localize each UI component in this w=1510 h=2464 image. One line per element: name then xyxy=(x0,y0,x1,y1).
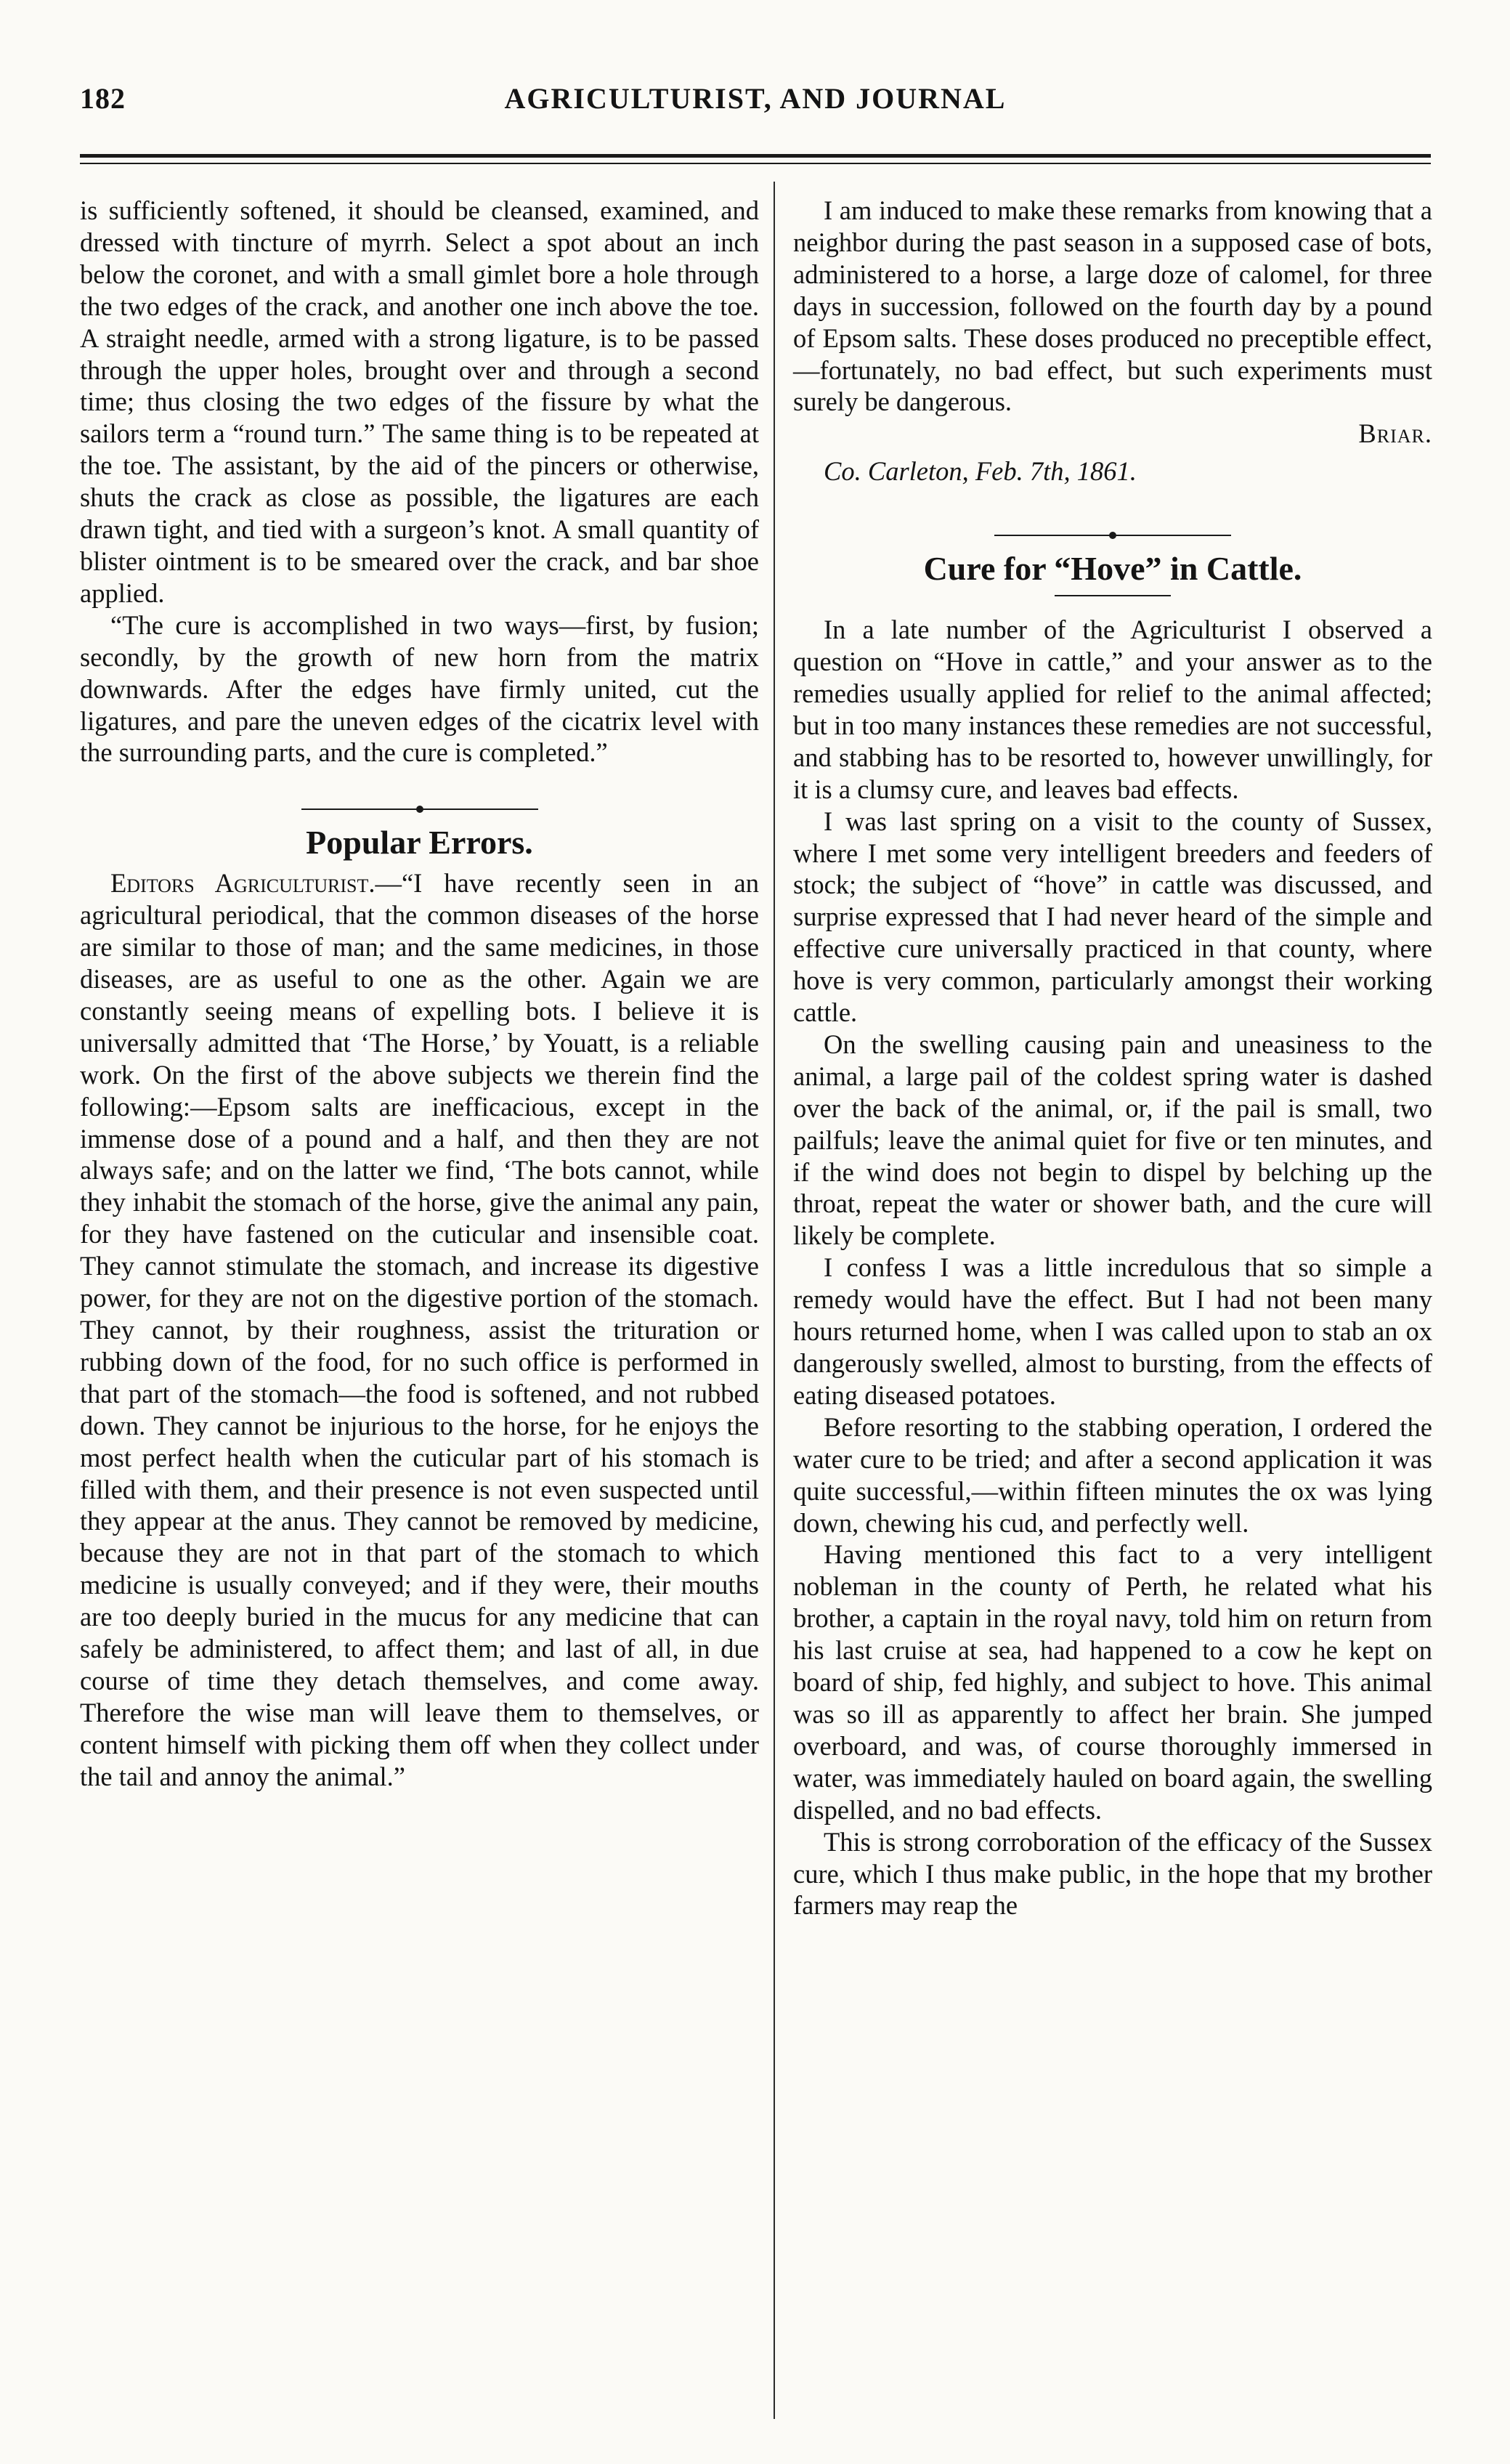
popular-errors-text: —“I have recently seen in an agricultural periodical, that the common diseases of the horse are similar to those of man; and the same medicines, in those diseases, are as useful to one as the other. Again we are constantly seeing means of expelling bots. I believe it is universally admitted that ‘The Horse,’ by Youatt, is a reliable work. On the first of the above subjects we therein find the following:—Epsom salts are inefficacious, except in the immense dose of a pound and a half, and then they are not always safe; and on the latter we find, ‘The bots cannot, while they inhabit the stomach of the horse, give the animal any pain, for they have fastened on the cuticular and insensible coat. They cannot stimulate the stomach, and increase its digestive power, for they are not on the digestive portion of the stomach. They cannot, by their roughness, assist the trituration or rubbing down of the food, for no such office is performed in that part of the stomach—the food is softened, and not rubbed down. They cannot be injurious to the horse, for he enjoys the most perfect health when the cuticular part of his stomach is filled with them, and their presence is not even suspected until they appear at the anus. They cannot be removed by medicine, because they are not in that part of the stomach to which medicine is usually conveyed; and if they were, their mouths are too deeply buried in the mucus for any medicine that can safely be administered, to affect them; and last of all, in due course of time they detach themselves, and come away. Therefore the wise man will leave them to themselves, or content himself with picking them off when they collect under the tail and annoy the animal.” xyxy=(80,868,759,1791)
page-header xyxy=(80,81,1431,132)
salutation: Editors Agriculturist. xyxy=(110,868,376,899)
header-rule-thin xyxy=(80,163,1431,164)
left-column xyxy=(80,195,759,1793)
hove-paragraph-2: I was last spring on a visit to the county of Sussex, where I met some very intelligent breeders and feeders of stock; the subject of “hove” in cattle was discussed, and surprise expressed that I had never heard of the simple and effective cure universally practiced in that county, where hove is very common, particularly amongst their working cattle. xyxy=(793,806,1432,1028)
section-heading-cure-for-hove: Cure for “Hove” in Cattle. xyxy=(923,550,1302,588)
continued-paragraph: is sufficiently softened, it should be cleansed, examined, and dressed with tincture of myrrh. Select a spot about an inch below the coronet, and with a small gimlet bore a hole through the two edges of the crack, and another one inch above the toe. A straight needle, armed with a strong ligature, is to be passed through the upper holes, brought over and through a second time; thus closing the two edges of the fissure by what the sailors term a “round turn.” The same thing is to be repeated at the toe. The assistant, by the aid of the pincers or otherwise, shuts the crack as close as possible, the ligatures are each drawn tight, and tied with a surgeon’s knot. A small quantity of blister ointment is to be smeared over the crack, and bar shoe applied. xyxy=(80,195,759,608)
running-head: AGRICULTURIST, AND JOURNAL xyxy=(504,82,1007,115)
hove-paragraph-3: On the swelling causing pain and uneasiness to the animal, a large pail of the coldest spring water is dashed over the back of the animal, or, if the pail is small, two pailfuls; leave the animal quiet for five or ten minutes, and if the wind does not begin to dispel by belching up the throat, repeat the water or shower bath, and the cure will likely be complete. xyxy=(793,1029,1432,1251)
heading-underline xyxy=(1055,595,1171,596)
section-heading-popular-errors: Popular Errors. xyxy=(306,824,533,862)
hove-paragraph-4: I confess I was a little incredulous that so simple a remedy would have the effect. But I had not been many hours returned home, when I was called upon to stab an ox dangerously swelled, almost to bursting, from the effects of eating diseased potatoes. xyxy=(793,1252,1432,1410)
letter-paragraph: I am induced to make these remarks from knowing that a neighbor during the past season in a supposed case of bots, administered to a horse, a large doze of calomel, for three days in succession, followed on the fourth day by a pound of Epsom salts. These doses produced no preceptible effect,—fortunately, no bad effect, but such experiments must surely be dangerous. xyxy=(793,195,1432,417)
hove-paragraph-5: Before resorting to the stabbing operation, I ordered the water cure to be tried; and after a second application it was quite successful,—within fifteen minutes the ox was lying down, chewing his cud, and perfectly well. xyxy=(793,1411,1432,1538)
popular-errors-body xyxy=(80,867,759,1792)
section-divider xyxy=(793,516,1432,531)
hove-paragraph-6: Having mentioned this fact to a very intelligent nobleman in the county of Perth, he related what his brother, a captain in the royal navy, told him on return from his last cruise at sea, had happened to a cow he kept on board of ship, fed highly, and subject to hove. This animal was so ill as apparently to affect her brain. She jumped overboard, and was, of course thoroughly immersed in water, was immediately hauled on board again, the swelling dispelled, and no bad effects. xyxy=(793,1539,1432,1825)
hove-paragraph-7: This is strong corroboration of the efficacy of the Sussex cure, which I thus make public, in the hope that my brother farmers may reap the xyxy=(793,1826,1432,1921)
page-number: 182 xyxy=(80,82,126,115)
column-divider xyxy=(774,182,775,2419)
section-divider xyxy=(80,790,759,805)
hove-paragraph-1: In a late number of the Agriculturist I observed a question on “Hove in cattle,” and your answer as to the remedies usually applied for relief to the animal affected; but in too many instances these remedies are not successful, and stabbing has to be resorted to, however unwillingly, for it is a clumsy cure, and leaves bad effects. xyxy=(793,615,1432,804)
quoted-paragraph: “The cure is accomplished in two ways—first, by fusion; secondly, by the growth of new horn from the matrix downwards. After the edges have firmly united, cut the ligatures, and pare the uneven edges of the cicatrix level with the surrounding parts, and the cure is completed.” xyxy=(80,609,759,768)
signature: Briar. xyxy=(1358,418,1432,449)
header-rule-thick xyxy=(80,154,1431,158)
right-column xyxy=(793,195,1432,1921)
place-date: Co. Carleton, Feb. 7th, 1861. xyxy=(824,456,1137,487)
